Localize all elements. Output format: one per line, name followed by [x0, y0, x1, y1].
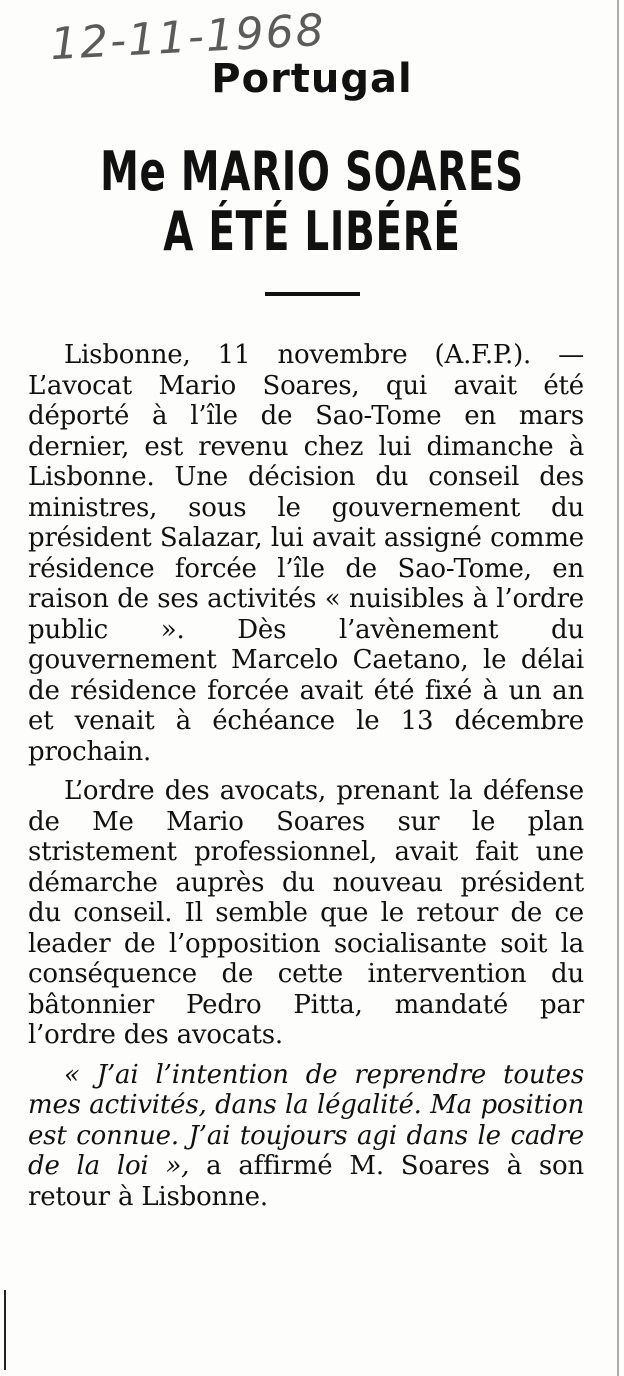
headline-line-1: Me MARIO SOARES: [100, 140, 524, 203]
quote-attribution: a affirmé M. Soares à son retour à Lisbonne.: [28, 1151, 584, 1212]
article-body: [28, 340, 584, 1221]
paragraph-2: L’ordre des avocats, prenant la défense de Me Mario Soares sur le plan stristement professionnel, avait fait une démarche auprès du nouveau président du conseil. Il semble que le retour de ce leader de l’opposition socialisante soit la conséquence de cette intervention du bâtonnier Pedro Pitta, mandaté par l’ordre des avocats.: [28, 776, 584, 1050]
clipping-edge-right: [617, 0, 619, 1376]
headline-line-2: A ÉTÉ LIBÉRÉ: [163, 200, 461, 263]
section-rubric: Portugal: [211, 56, 413, 102]
paragraph-1: Lisbonne, 11 novembre (A.F.P.). — L’avocat Mario Soares, qui avait été déporté à l’île de Sao-Tome en mars dernier, est revenu chez lui dimanche à Lisbonne. Une décision du conseil des ministres, sous le gouvernement du président Salazar, lui avait assigné comme résidence forcée l’île de Sao-Tome, en raison de ses activités « nuisibles à l’ordre public ». Dès l’avènement du gouvernement Marcelo Caetano, le délai de résidence forcée avait été fixé à un an et venait à échéance le 13 décembre prochain.: [28, 340, 584, 767]
soares-quote: « J’ai l’intention de reprendre toutes mes activités, dans la légalité. Ma position est connue. J’ai toujours agi dans le cadre de la loi »,: [28, 1059, 584, 1181]
clipping-edge-left: [4, 1290, 6, 1370]
headline-rule: [265, 292, 360, 296]
paragraph-3: [28, 1060, 584, 1213]
handwritten-date: 12-11-1968: [48, 4, 327, 71]
